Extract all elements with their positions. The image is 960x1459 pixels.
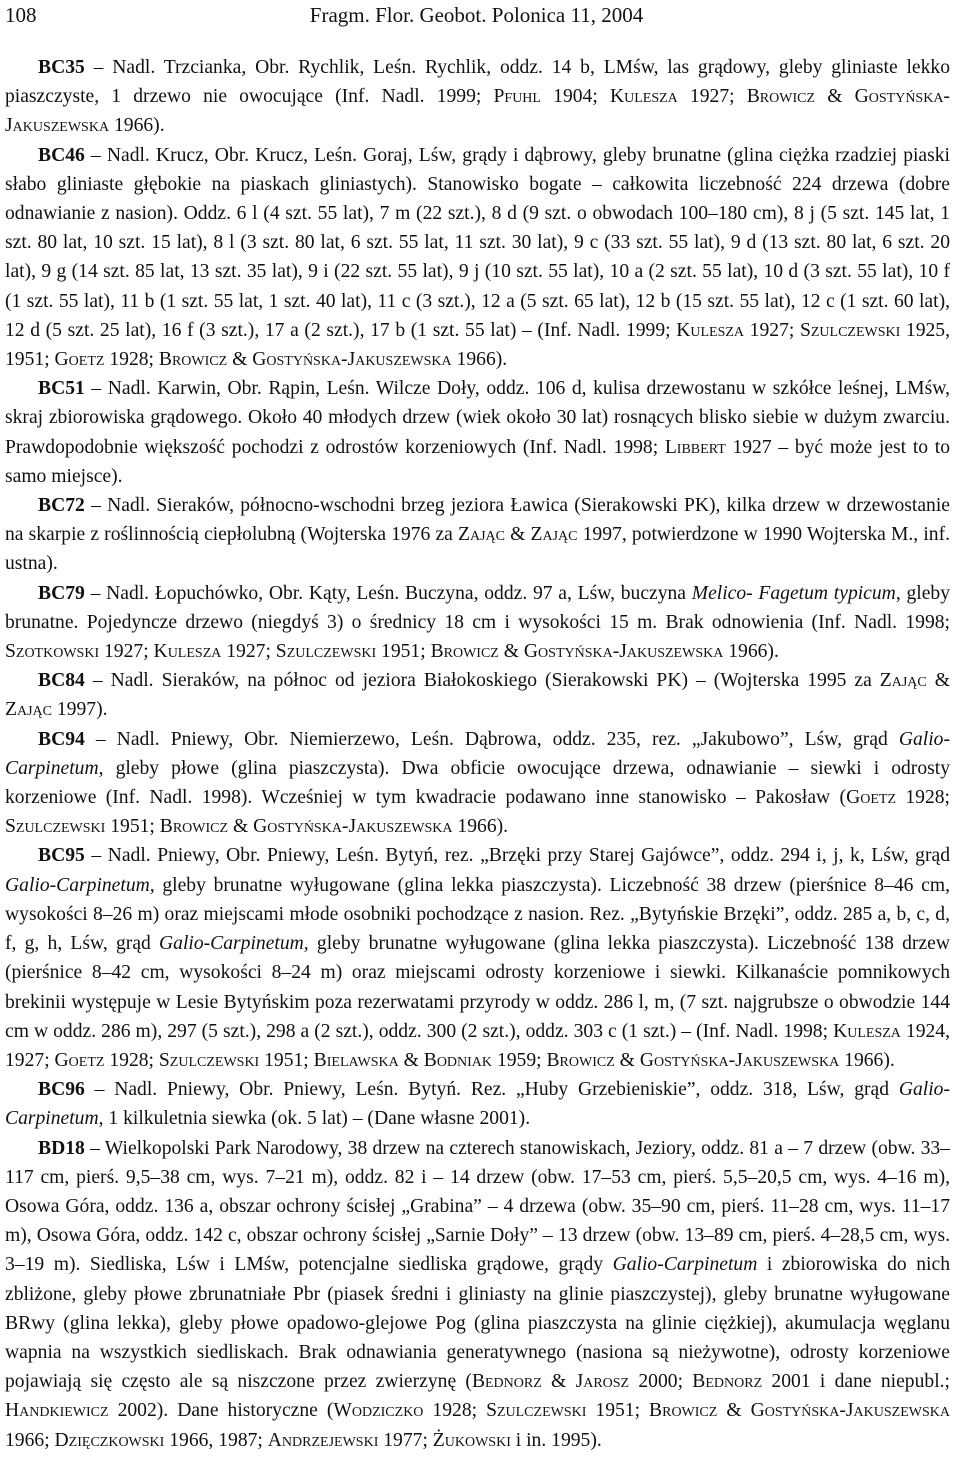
taxon-name: Galio-Carpinetum, <box>159 933 309 955</box>
entry-text: 1951; <box>586 1400 650 1422</box>
entry-bc46 <box>5 141 950 375</box>
entry-text: & <box>228 816 254 838</box>
citation-author: Gostyńska-Jakuszewska <box>639 1049 840 1071</box>
entry-code: BC51 <box>38 378 85 400</box>
entry-text: & <box>815 86 855 108</box>
citation-author: Kulesza <box>833 1020 901 1042</box>
citation-author: Andrzejewski <box>267 1429 379 1451</box>
entry-text: – Nadl. Pniewy, Obr. Pniewy, Leśn. Bytyń, rez. „Brzęki przy Starej Gajówce”, oddz. 294 i, j, k, Lśw, grąd <box>84 845 950 867</box>
citation-author: Gostyńska-Jakuszewska <box>252 349 452 371</box>
citation-author: Bodniak <box>423 1049 493 1071</box>
citation-author: Szotkowski <box>5 641 100 663</box>
citation-author: Kulesza <box>153 641 222 663</box>
entry-text: 1966). <box>839 1049 895 1071</box>
entry-code: BC46 <box>38 144 85 166</box>
entry-text: gleby brunatne wyługowane (glina lekka piaszczysta). Liczebność 138 drzew (pierśnice 8–42 cm, wysokości 8–24 m) oraz miejscami odrosty korzeniowe i siewki. Kilkanaście pomnikowych brekinii występuje w Lesie Bytyńskim poza rezerwatami przyrody w oddz. 286 l, m, (7 szt. najgrubsze o obwodzie 144 cm w oddz. 286 m), 297 (5 szt.), 298 a (2 szt.), oddz. 300 (2 szt.), oddz. 303 c (1 szt.) – (Inf. Nadl. 1998; <box>5 933 950 1042</box>
entry-text: 1966, 1987; <box>164 1429 268 1451</box>
citation-author: Szulczewski <box>5 816 106 838</box>
entry-text: – Nadl. Krucz, Obr. Krucz, Leśn. Goraj, Lśw, grądy i dąbrowy, gleby brunatne (glina ciężka rzadziej piaski słabo gliniaste głębokie na piaskach gliniastych). Stanowisko bogate – całkowita liczebność 224 drzewa (dobre odnawianie z nasion). Oddz. 6 l (4 szt. 55 lat), 7 m (22 szt.), 8 d (9 szt. o obwodach 100–180 cm), 8 j (5 szt. 145 lat, 1 szt. 80 lat, 10 szt. 15 lat), 8 l (3 szt. 80 lat, 6 szt. 55 lat, 11 szt. 30 lat), 9 c (33 szt. 55 lat), 9 d (13 szt. 80 lat, 6 szt. 20 lat), 9 g (14 szt. 85 lat, 13 szt. 35 lat), 9 i (22 szt. 55 lat), 9 j (10 szt. 55 lat), 10 a (2 szt. 55 lat), 10 d (3 szt. 55 lat), 10 f (1 szt. 55 lat), 11 b (1 szt. 55 lat, 1 szt. 40 lat), 11 c (3 szt.), 12 a (5 szt. 65 lat), 12 b (15 szt. 55 lat), 12 c (1 szt. 60 lat), 12 d (5 szt. 25 lat), 16 f (3 szt.), 17 a (2 szt.), 17 b (1 szt. 55 lat) – (Inf. Nadl. 1999; <box>5 144 950 341</box>
entry-text: 1977; <box>378 1429 433 1451</box>
citation-author: Żukowski <box>432 1429 511 1451</box>
entry-text: 1 kilkuletnia siewka (ok. 5 lat) – (Dane własne 2001). <box>103 1108 531 1130</box>
entry-text: 1966). <box>452 816 509 838</box>
entry-text: – Nadl. Łopuchówko, Obr. Kąty, Leśn. Buczyna, oddz. 97 a, Lśw, buczyna <box>84 582 692 604</box>
entry-text: & <box>717 1400 751 1422</box>
entry-bc72 <box>5 491 950 579</box>
citation-author: Gostyńska-Jakuszewska <box>253 816 453 838</box>
entry-text: 1951; <box>376 641 431 663</box>
page-number: 108 <box>5 3 37 27</box>
entry-text: & <box>505 524 531 546</box>
entry-text: , gleby płowe (glina piaszczysta). Dwa obficie owocujące drzewa, odnawianie – siewki i odrosty korzeniowe (Inf. Nadl. 1998). Wcześniej w tym kwadracie podawano inne stanowisko – Pakosław ( <box>5 757 950 809</box>
entry-text: 1927; <box>677 86 747 108</box>
entry-text: & <box>541 1371 576 1393</box>
entry-text: – Wielkopolski Park Narodowy, 38 drzew na czterech stanowiskach, Jeziory, oddz. 81 a – 7 drzew (obw. 33–117 cm, pierś. 9,5–38 cm, wys. 7–21 m), oddz. 82 i – 14 drzew (obw. 17–53 cm, pierś. 5,5–20,5 cm, wys. 4–16 m), Osowa Góra, oddz. 136 a, obszar ochrony ścisłej „Grabina” – 4 drzewa (obw. 35–90 cm, pierś. 11–28 cm, wys. 11–17 m), Osowa Góra, oddz. 142 c, obszar ochrony ścisłej „Sarnie Doły” – 13 drzew (obw. 13–89 cm, pierś. 4–28,5 cm, wys. 3–19 m). Siedliska, Lśw i LMśw, potencjalne siedliska grądowe, grądy <box>5 1137 950 1276</box>
entry-code: BC95 <box>38 845 85 867</box>
entry-text: – Nadl. Trzcianka, Obr. Rychlik, Leśn. Rychlik, oddz. 14 b, LMśw, las grądowy, gleby gliniaste lekko piaszczyste, 1 drzewo nie owocujące (Inf. Nadl. 1999; <box>5 57 950 108</box>
running-header <box>5 0 948 34</box>
entry-text: 1925, 1951; <box>5 319 951 371</box>
entry-text: 1927 – być może jest to to samo miejsce). <box>5 436 950 487</box>
entry-bc95 <box>5 841 950 1075</box>
citation-author: Zając <box>5 699 52 721</box>
entry-text: 1966). <box>451 349 508 371</box>
citation-author: Gostyńska-Jakuszewska <box>523 641 724 663</box>
entry-text: 1928; <box>104 1049 159 1071</box>
entry-bc96 <box>5 1075 950 1133</box>
citation-author: Kulesza <box>676 319 745 341</box>
taxon-name: Galio-Carpinetum <box>612 1254 758 1276</box>
entry-code: BC96 <box>38 1079 85 1101</box>
citation-author: Browicz <box>159 816 229 838</box>
entry-text: 2001 i dane niepubl.; <box>762 1371 950 1393</box>
citation-author: Szulczewski <box>486 1400 587 1422</box>
entry-text: 1966). <box>723 641 779 663</box>
entry-code: BC72 <box>38 495 85 517</box>
entry-bc35 <box>5 53 950 141</box>
entry-text: i zbiorowiska do nich zbliżone, gleby płowe zbrunatniałe Pbr (piasek średni i gliniasty na glinie piaszczystej), gleby brunatne wyługowane BRwy (glina lekka), gleby płowe opadowo-glejowe Pog (glina piaszczysta na glinie ciężkiej), akumulacja węglanu wapnia na wszystkich siedliskach. Brak odnawiania generatywnego (nasiona są nieżywotne), odrosty korzeniowe pojawiają się często ale są niszczone przez zwierzynę ( <box>5 1254 950 1393</box>
entry-code: BC79 <box>38 582 85 604</box>
taxon-name: Melico- Fagetum typicum <box>691 582 896 604</box>
entry-code: BD18 <box>38 1137 85 1159</box>
entry-text: gleby brunatne wyługowane (glina lekka piaszczysta). Liczebność 38 drzew (pierśnice 8–46 cm, wysokości 8–26 m) oraz miejscami młode osobniki pochodzące z nasion. Rez. „Bytyńskie Brzęki”, oddz. 285 a, b, c, d, f, g, h, Lśw, grąd <box>5 874 950 955</box>
entry-text: , gleby brunatne. Pojedyncze drzewo (niegdyś 3) o średnicy 18 cm i wysokości 15 m. Brak odnowienia (Inf. Nadl. 1998; <box>5 582 950 633</box>
citation-author: Dzięczkowski <box>54 1429 165 1451</box>
citation-author: Gostyńska-Jakuszewska <box>750 1400 950 1422</box>
citation-author: Szulczewski <box>275 641 377 663</box>
citation-author: Goetz <box>54 349 105 371</box>
entry-text: – Nadl. Sieraków, na północ od jeziora Białokoskiego (Sierakowski PK) – (Wojterska 1995 za <box>84 670 880 692</box>
entry-code: BC94 <box>38 728 85 750</box>
entry-text: 1928; <box>423 1400 487 1422</box>
citation-author: Bednorz <box>471 1371 542 1393</box>
entry-bc94 <box>5 725 950 842</box>
entry-text: 1927; <box>221 641 276 663</box>
entry-text: & <box>498 641 524 663</box>
entry-text: 2000; <box>629 1371 693 1393</box>
entry-text: 1927; <box>99 641 154 663</box>
citation-author: Goetz <box>54 1049 105 1071</box>
entry-text: 1997, potwierdzone w 1990 Wojterska M., inf. ustna). <box>5 524 950 575</box>
entry-text: 1924, 1927; <box>5 1020 951 1071</box>
journal-title: Fragm. Flor. Geobot. Polonica 11, 2004 <box>309 3 644 27</box>
document-body <box>5 53 950 1455</box>
entry-text: 1927; <box>744 319 800 341</box>
citation-author: Handkiewicz <box>5 1400 109 1422</box>
citation-author: Zając <box>458 524 505 546</box>
entry-text: & <box>926 670 950 692</box>
entry-bc79 <box>5 579 950 667</box>
entry-text: – Nadl. Pniewy, Obr. Pniewy, Leśn. Bytyń. Rez. „Huby Grzebieniskie”, oddz. 318, Lśw, grąd <box>84 1079 899 1101</box>
entry-text: – Nadl. Sieraków, północno-wschodni brzeg jeziora Ławica (Sierakowski PK), kilka drzew w drzewostanie na skarpie z roślinnością ciepłolubną (Wojterska 1976 za <box>5 495 950 546</box>
citation-author: Browicz <box>546 1049 615 1071</box>
citation-author: Gostyńska-Jakuszewska <box>5 86 950 137</box>
entry-text: 1959; <box>492 1049 547 1071</box>
entry-text: 1951; <box>259 1049 314 1071</box>
citation-author: Wodziczko <box>333 1400 424 1422</box>
entry-text: 1966; <box>5 1429 55 1451</box>
citation-author: Libbert <box>664 436 726 458</box>
entry-text: & <box>398 1049 424 1071</box>
entry-bc84 <box>5 666 950 724</box>
citation-author: Kulesza <box>609 86 678 108</box>
citation-author: Bielawska <box>313 1049 399 1071</box>
citation-author: Browicz <box>746 86 816 108</box>
citation-author: Browicz <box>158 349 228 371</box>
entry-code: BC84 <box>38 670 85 692</box>
entry-bc51 <box>5 374 950 491</box>
taxon-name: Galio-Carpinetum <box>5 728 950 779</box>
citation-author: Zając <box>879 670 927 692</box>
entry-text: & <box>227 349 253 371</box>
entry-text: – Nadl. Karwin, Obr. Rąpin, Leśn. Wilcze Doły, oddz. 106 d, kulisa drzewostanu w szkółce leśnej, LMśw, skraj zbiorowiska grądowego. Około 40 młodych drzew (wiek około 30 lat) rosnących blisko siebie w dużym zwarciu. Prawdopodobnie większość pochodzi z odrostów korzeniowych (Inf. Nadl. 1998; <box>5 378 950 458</box>
citation-author: Browicz <box>649 1400 718 1422</box>
citation-author: Szulczewski <box>158 1049 260 1071</box>
citation-author: Pfuhl <box>493 86 541 108</box>
entry-text: – Nadl. Pniewy, Obr. Niemierzewo, Leśn. Dąbrowa, oddz. 235, rez. „Jakubowo”, Lśw, grąd <box>84 728 899 750</box>
citation-author: Bednorz <box>692 1371 763 1393</box>
entry-text: 1966). <box>109 115 165 137</box>
entry-text: 1904; <box>540 86 610 108</box>
entry-text: & <box>614 1049 640 1071</box>
citation-author: Szulczewski <box>799 319 901 341</box>
citation-author: Goetz <box>846 787 897 809</box>
citation-author: Jarosz <box>575 1371 630 1393</box>
entry-text: 1928; <box>896 787 951 809</box>
entry-text: 2002). Dane historyczne ( <box>108 1400 334 1422</box>
citation-author: Zając <box>530 524 578 546</box>
entry-text: 1951; <box>105 816 160 838</box>
entry-text: i in. 1995). <box>510 1429 602 1451</box>
entry-code: BC35 <box>38 57 85 78</box>
taxon-name: Galio-Carpinetum, <box>5 1079 950 1130</box>
citation-author: Browicz <box>430 641 499 663</box>
entry-text: 1928; <box>104 349 159 371</box>
taxon-name: Galio-Carpinetum, <box>5 874 155 896</box>
entry-bd18 <box>5 1134 950 1455</box>
entry-text: 1997). <box>51 699 108 721</box>
